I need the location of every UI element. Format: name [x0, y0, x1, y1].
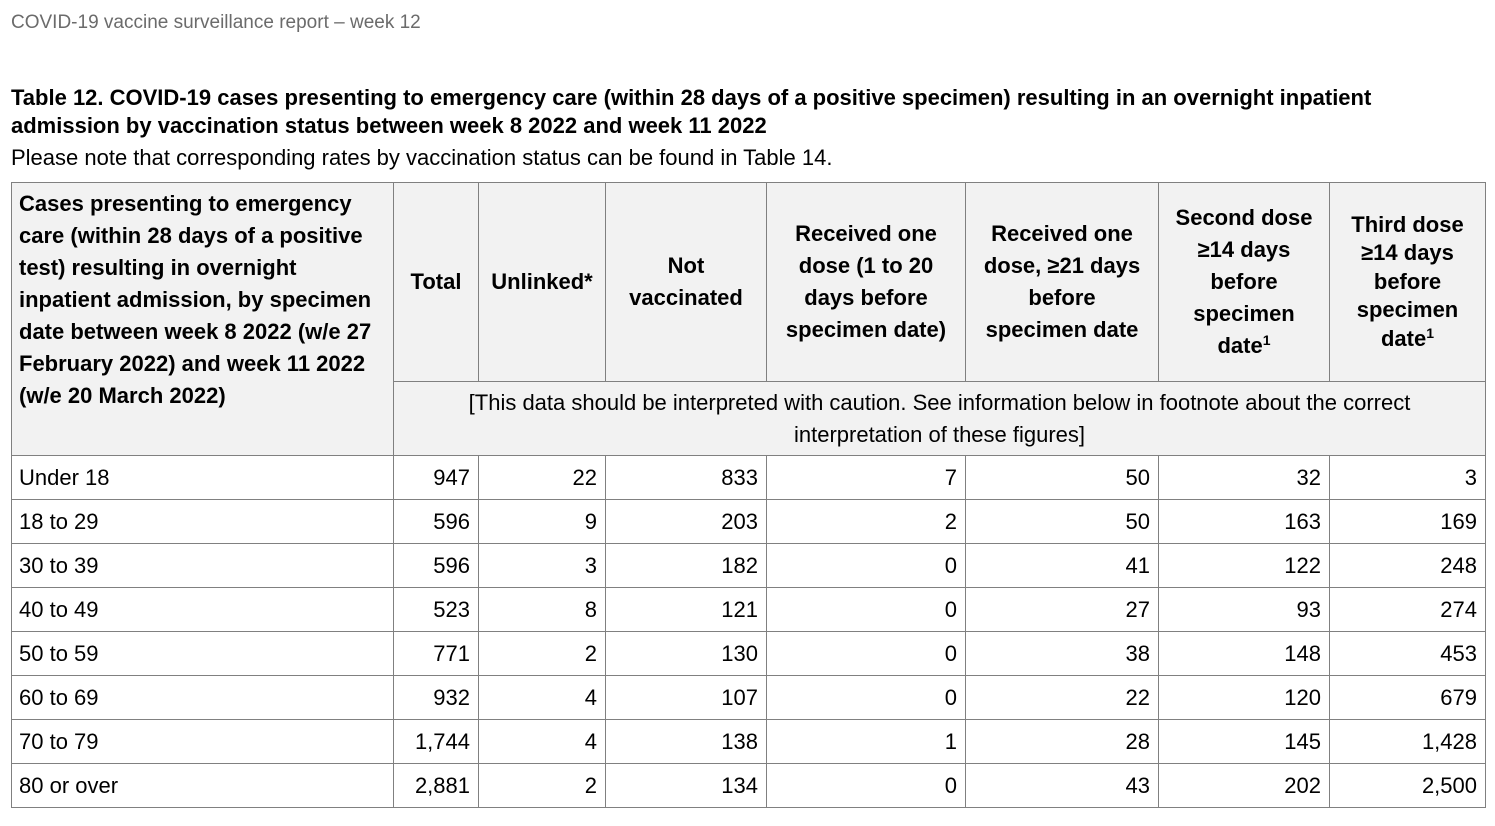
one-dose-1-to-20-cell: 7	[767, 456, 966, 500]
one-dose-21-plus-cell: 43	[966, 764, 1159, 808]
report-header: COVID-19 vaccine surveillance report – week 12	[11, 12, 421, 33]
unlinked-cell: 22	[479, 456, 606, 500]
row-header-label: Cases presenting to emergency care (within 28 days of a positive test) resulting in overnight inpatient admission, by specimen date between week 8 2022 (w/e 27 February 2022) and week 11 2022 (w/e 20 March 2022)	[12, 183, 394, 456]
third-dose-cell: 1,428	[1330, 720, 1486, 764]
total-cell: 932	[394, 676, 479, 720]
third-dose-cell: 453	[1330, 632, 1486, 676]
one-dose-1-to-20-cell: 0	[767, 588, 966, 632]
not-vaccinated-cell: 833	[606, 456, 767, 500]
table-body	[12, 456, 1486, 808]
second-dose-cell: 32	[1159, 456, 1330, 500]
not-vaccinated-cell: 138	[606, 720, 767, 764]
third-dose-cell: 2,500	[1330, 764, 1486, 808]
age-group-cell: 50 to 59	[12, 632, 394, 676]
one-dose-21-plus-cell: 50	[966, 500, 1159, 544]
one-dose-1-to-20-cell: 0	[767, 764, 966, 808]
table-row	[12, 588, 1486, 632]
table-row	[12, 632, 1486, 676]
second-dose-cell: 202	[1159, 764, 1330, 808]
one-dose-21-plus-cell: 28	[966, 720, 1159, 764]
one-dose-1-to-20-cell: 1	[767, 720, 966, 764]
one-dose-21-plus-cell: 27	[966, 588, 1159, 632]
unlinked-cell: 2	[479, 632, 606, 676]
unlinked-cell: 4	[479, 676, 606, 720]
second-dose-cell: 120	[1159, 676, 1330, 720]
total-cell: 2,881	[394, 764, 479, 808]
age-group-cell: Under 18	[12, 456, 394, 500]
column-header-not-vaccinated: Not vaccinated	[606, 183, 767, 382]
age-group-cell: 80 or over	[12, 764, 394, 808]
one-dose-1-to-20-cell: 0	[767, 544, 966, 588]
total-cell: 596	[394, 500, 479, 544]
age-group-cell: 70 to 79	[12, 720, 394, 764]
second-dose-cell: 122	[1159, 544, 1330, 588]
not-vaccinated-cell: 130	[606, 632, 767, 676]
third-dose-cell: 248	[1330, 544, 1486, 588]
table-row	[12, 676, 1486, 720]
total-cell: 771	[394, 632, 479, 676]
table-header-row	[12, 183, 1486, 382]
column-header-one-dose-21-plus: Received one dose, ≥21 days before specimen date	[966, 183, 1159, 382]
third-dose-cell: 3	[1330, 456, 1486, 500]
table-row	[12, 764, 1486, 808]
second-dose-cell: 163	[1159, 500, 1330, 544]
footnote-marker: 1	[1426, 324, 1435, 341]
unlinked-cell: 8	[479, 588, 606, 632]
age-group-cell: 18 to 29	[12, 500, 394, 544]
second-dose-cell: 145	[1159, 720, 1330, 764]
column-header-unlinked: Unlinked*	[479, 183, 606, 382]
second-dose-cell: 148	[1159, 632, 1330, 676]
column-header-third-dose: Third dose ≥14 days before specimen date$^1$	[1330, 183, 1486, 382]
not-vaccinated-cell: 203	[606, 500, 767, 544]
not-vaccinated-cell: 182	[606, 544, 767, 588]
second-dose-cell: 93	[1159, 588, 1330, 632]
column-header-one-dose-1-to-20: Received one dose (1 to 20 days before specimen date)	[767, 183, 966, 382]
table-row	[12, 456, 1486, 500]
unlinked-cell: 2	[479, 764, 606, 808]
third-dose-cell: 169	[1330, 500, 1486, 544]
vaccination-status-table	[11, 182, 1486, 808]
total-cell: 1,744	[394, 720, 479, 764]
one-dose-21-plus-cell: 50	[966, 456, 1159, 500]
total-cell: 523	[394, 588, 479, 632]
table-row	[12, 720, 1486, 764]
third-dose-cell: 274	[1330, 588, 1486, 632]
not-vaccinated-cell: 121	[606, 588, 767, 632]
unlinked-cell: 9	[479, 500, 606, 544]
age-group-cell: 30 to 39	[12, 544, 394, 588]
footnote-marker: 1	[1262, 332, 1271, 348]
third-dose-cell: 679	[1330, 676, 1486, 720]
one-dose-1-to-20-cell: 0	[767, 676, 966, 720]
caution-note: [This data should be interpreted with caution. See information below in footnote about the correct interpretation of these figures]	[394, 382, 1486, 456]
unlinked-cell: 4	[479, 720, 606, 764]
not-vaccinated-cell: 107	[606, 676, 767, 720]
column-header-total: Total	[394, 183, 479, 382]
column-header-second-dose: Second dose ≥14 days before specimen date$^1$	[1159, 183, 1330, 382]
table-title: Table 12. COVID-19 cases presenting to emergency care (within 28 days of a positive specimen) resulting in an overnight inpatient admission by vaccination status between week 8 2022 and week 11 2022	[11, 85, 1372, 138]
age-group-cell: 60 to 69	[12, 676, 394, 720]
total-cell: 947	[394, 456, 479, 500]
age-group-cell: 40 to 49	[12, 588, 394, 632]
one-dose-21-plus-cell: 22	[966, 676, 1159, 720]
total-cell: 596	[394, 544, 479, 588]
table-row	[12, 544, 1486, 588]
one-dose-1-to-20-cell: 2	[767, 500, 966, 544]
one-dose-1-to-20-cell: 0	[767, 632, 966, 676]
one-dose-21-plus-cell: 38	[966, 632, 1159, 676]
unlinked-cell: 3	[479, 544, 606, 588]
table-note: Please note that corresponding rates by vaccination status can be found in Table 14.	[11, 145, 833, 170]
not-vaccinated-cell: 134	[606, 764, 767, 808]
table-row	[12, 500, 1486, 544]
one-dose-21-plus-cell: 41	[966, 544, 1159, 588]
